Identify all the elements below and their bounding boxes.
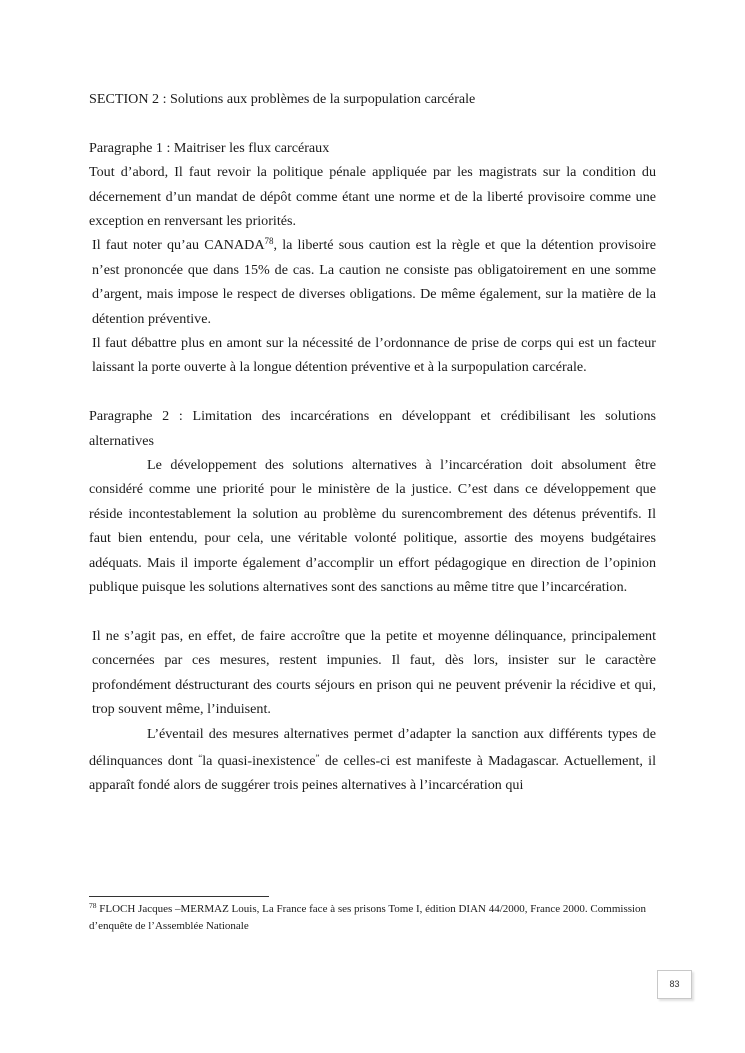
paragraph-1-text-3: Il faut débattre plus en amont sur la nécessité de l’ordonnance de prise de corps qui est un facteur laissant la porte ouverte à la longue détention préventive et à la surpopulation carcérale. — [92, 335, 656, 376]
footnote-text: FLOCH Jacques –MERMAZ Louis, La France face à ses prisons Tome I, édition DIAN 44/2000, France 2000. Commission d’enquête de l’Assemblée Nationale — [89, 903, 647, 932]
quote-close: ” — [315, 752, 320, 763]
paragraph-1-text-2 — [89, 233, 656, 331]
section-title: SECTION 2 : Solutions aux problèmes de la surpopulation carcérale — [89, 91, 476, 107]
main-text — [89, 87, 656, 798]
paragraph-1-heading: Paragraphe 1 : Maitriser les flux carcéraux — [89, 139, 330, 156]
footnote-separator — [89, 896, 269, 897]
text-eventail: L’éventail des mesures alternatives permet d’adapter la sanction aux différents types de délinquances dont — [89, 725, 656, 769]
text-canada: Il faut noter qu’au CANADA — [92, 237, 265, 254]
text-canada-rest: , la liberté sous caution est la règle et que la détention provisoire n’est prononcée que dans 15% de cas. La caution ne consiste pas obligatoirement en une somme d’argent, mais impose le respect de diverses obligations. De même également, sur la matière de la détention préventive. — [92, 237, 656, 327]
footnote-number: 78 — [89, 901, 97, 910]
paragraph-2-text-3 — [89, 722, 656, 798]
text-eventail-rest: de celles-ci est manifeste à Madagascar. Actuellement, il apparaît fondé alors de suggérer trois peines alternatives à l’incarcération qui — [89, 752, 656, 794]
paragraph-2-heading: Paragraphe 2 : Limitation des incarcérations en développant et crédibilisant les solutions alternatives — [89, 408, 656, 449]
footnote-reference[interactable]: 78 — [264, 236, 274, 247]
page-number-box — [657, 970, 692, 999]
quote-open: “ — [198, 752, 203, 763]
footnote — [89, 901, 649, 935]
quoted-text: la quasi-inexistence — [202, 752, 316, 769]
paragraph-2-text-2: Il ne s’agit pas, en effet, de faire accroître que la petite et moyenne délinquance, principalement concernées par ces mesures, restent impunies. Il faut, dès lors, insister sur le caractère profondément déstructurant des courts séjours en prison qui ne peuvent prévenir la récidive et qui, trop souvent même, l’induisent. — [92, 627, 656, 718]
paragraph-2-text-1: Le développement des solutions alternatives à l’incarcération doit absolument être considéré comme une priorité pour le ministère de la justice. C’est dans ce développement que réside incontestablement la solution au problème du surencombrement des détenus préventifs. Il faut bien entendu, pour cela, une véritable volonté politique, assortie des moyens budgétaires adéquats. Mais il importe également d’accomplir un effort pédagogique en direction de l’opinion publique puisque les solutions alternatives sont des sanctions au même titre que l’incarcération. — [89, 457, 656, 596]
page-number: 83 — [669, 979, 680, 989]
paragraph-1-text-1: Tout d’abord, Il faut revoir la politique pénale appliquée par les magistrats sur la condition du décernement d’un mandat de dépôt comme étant une norme et de la liberté provisoire comme une exception en renversant les priorités. — [89, 164, 656, 230]
